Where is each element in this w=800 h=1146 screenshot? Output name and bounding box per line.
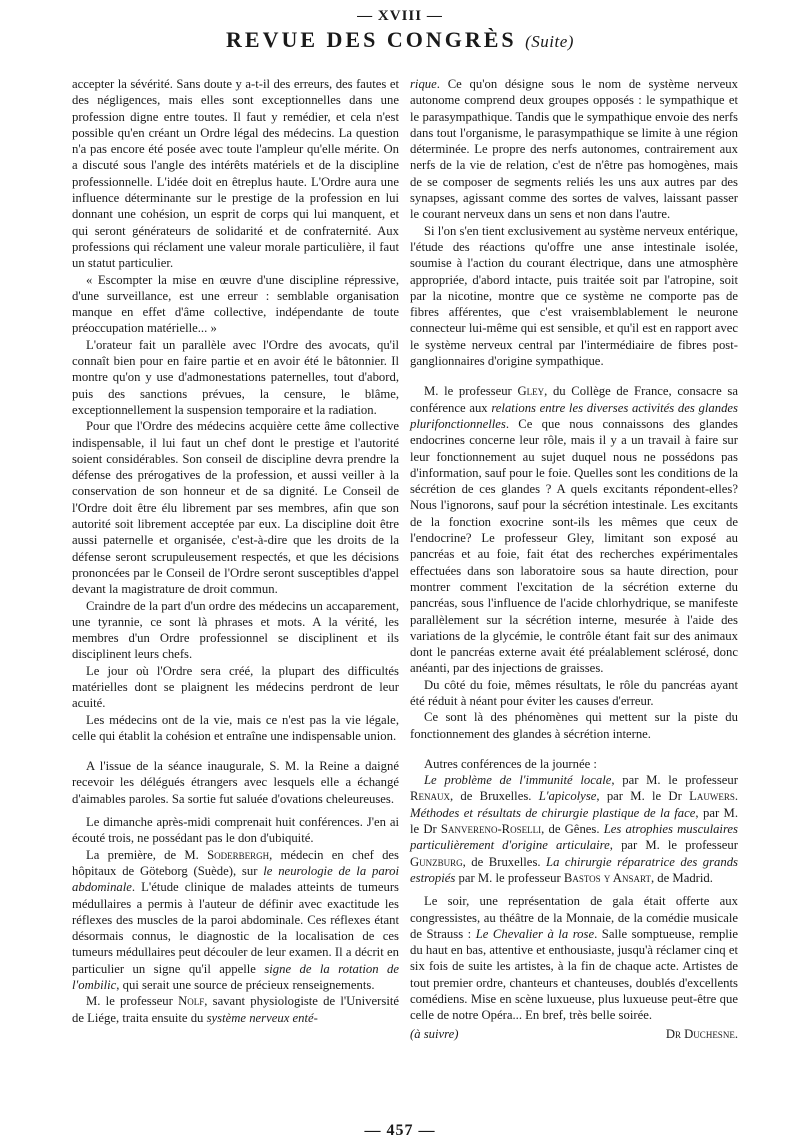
page-title [0,27,800,53]
paragraph: Le jour où l'Ordre sera créé, la plupart des difficultés matérielles dont se plaignent les médecins perdront de leur acuité. [72,663,399,711]
journal-section-title: REVUE DES CONGRÈS [226,27,517,52]
left-column [72,76,399,1026]
roman-folio: — XVIII — [357,8,443,24]
lecture-topic: relations entre les diverses activités des glandes plurifonctionnelles [410,400,738,431]
paragraph: Si l'on s'en tient exclusivement au système nerveux entérique, l'étude des réactions qu'offre une anse intestinale isolée, soumise à l'action du courant électrique, dans une atmosphère appropriée, d'abord intacte, puis traitée soit par l'atropine, soit par la nicotine, montre que ce système ne comporte pas de fibres afférentes, que c'est vraisemblablement le neurone connecteur lui-même qui est sensible, et qu'il est en rapport avec le système nerveux central par l'intermédiaire de fibres post-ganglionnaires d'origine sympathique. [410,223,738,369]
opera-title: Le Chevalier à la rose [475,926,595,941]
quote-paragraph: « Escompter la mise en œuvre d'une discipline répressive, d'une surveillance, est une erreur : semblable organisation manque en effet d'âme collective, indépendante de toute préoccupation matérielle... » [72,272,399,336]
paragraph-gley: M. le professeur Gley, du Collège de France, consacre sa conférence aux relations entre les diverses activités des glandes plurifonctionnelles. Ce que nous connaissons des glandes endocrines concerne leur rôle, mais il y a un travail à faire sur leur fonctionnement au sujet duquel nous ne possédons pas d'information, sauf pour le foie. Quelles sont les conditions de la sécrétion de ces glandes ? A quels excitants répondent-elles? Nous l'ignorons, sauf pour la sécrétion intestinale. Les excitants de la fonction exocrine sont-ils les mêmes que ceux de l'endocrine? Le professeur Gley, limitant son exposé au pancréas et au foie, fait état des recherches expérimentales effectuées dans son laboratoire sous sa haute direction, pour montrer comment l'excitation de la sécrétion externe du pancréas, sous l'influence de l'acide chlorhydrique, se manifeste parallèlement sur la sécrétion interne, mesurée à l'aide des variations de la glycémie, le contrôle étant fait sur des animaux dont le pancréas externe avait été préalablement sclérosé, donc anéanti, par des injections de graisses. [410,384,738,676]
lecture-topic: le neurologie de la paroi abdominale [72,863,399,895]
title-suite: (Suite) [525,32,574,51]
paragraph: Le dimanche après-midi comprenait huit conférences. J'en ai écouté trois, ne possédant pas le don d'ubiquité. [72,815,399,846]
right-column [410,76,738,1042]
paragraph: Les médecins ont de la vie, mais ce n'est pas la vie légale, celle qui établit la cohésion et entraîne une indispensable union. [72,712,399,743]
paragraph: A l'issue de la séance inaugurale, S. M. la Reine a daigné recevoir les délégués étrangers avec lesquels elle a échangé d'aimables paroles. Sa sortie fut saluée d'ovations cheleureuses. [72,759,399,806]
sign-name: signe de la rotation de l'ombilic [72,961,399,993]
paragraph: Le soir, une représentation de gala était offerte aux congressistes, au théâtre de la Monnaie, de la comédie musicale de Strauss : Le Chevalier à la rose. Salle somptueuse, remplie du haut en bas, attentive et enthousiaste, jusqu'à réclamer cinq et six fois de suite les artistes, à la fin de chaque acte. Artistes de tout premier ordre, chanteurs et chanteuses, doublés d'excellents comédiens. Mise en scène luxueuse, plus luxueuse peut-être que celle de notre Opéra... En bref, très belle soirée. [410,894,738,1023]
paragraph: L'orateur fait un parallèle avec l'Ordre des avocats, qu'il connaît bien pour en faire partie et en avoir été le bâtonnier. Il montre qu'on y use d'admonestations paternelles, tout d'abord, puis des sanctions prévues, la censure, le blâme, exceptionnellement la suspension temporaire et la radiation. [72,337,399,417]
paragraph: Du côté du foie, mêmes résultats, le rôle du pancréas ayant été réduit à néant pour éviter les causes d'erreur. [410,677,738,708]
lecture-topic: système nerveux enté- [206,1010,318,1025]
paragraph: Craindre de la part d'un ordre des médecins un accaparement, une tyrannie, ce sont là phrases et mots. A la vérité, les membres d'un Ordre professionnel se disciplinent et ils disciplinent leurs chefs. [72,598,399,662]
signoff [410,1026,738,1042]
author-signature: Dr Duchesne. [665,1026,738,1041]
paragraph: accepter la sévérité. Sans doute y a-t-il des erreurs, des fautes et des négligences, mais elles sont exceptionnelles dans une profession digne entre toutes. Il faut y remédier, et cela n'est possible qu'en créant un Ordre légal des médecins. La question n'a pas encore été posée avec toute l'ampleur qu'elle mérite. On a discuté sous l'angle des intérêts matériels et de la discipline professionnelle. L'idée doit en êtreplus haute. L'Ordre aura une influence déterminante sur le prestige de la profession en lui donnant une cohésion, un esprit de corps qui lui manquent, et qui seront générateurs de solidarité et de confraternité. Aux professions qui réclament une valeur morale particulière, il faut un statut particulier. [72,77,399,271]
author-name: Soderbergh [207,847,270,862]
to-be-continued: (à suivre) [410,1026,459,1041]
author-name: Nolf [178,994,205,1009]
author-name: Gley [517,384,545,399]
paragraph: Pour que l'Ordre des médecins acquière cette âme collective indispensable, il lui faut un chef dont le prestige et l'autorité soient considérables. Son conseil de discipline devra prendre la défense des prérogatives de la profession, et aussi veiller à la conservation de son honneur et de sa dignité. Le Conseil de l'Ordre doit être élu librement par ses membres, afin que son autorité soit librement acceptée par eux. La discipline doit être aussi paternelle et organisée, c'est-à-dire que les droits de la défense seront scrupuleusement respectés, et que les décisions prononcées par le Conseil de l'Ordre seront susceptibles d'appel devant la magistrature de droit commun. [72,419,399,597]
paragraph-nolf: M. le professeur Nolf, savant physiologiste de l'Université de Liége, traita ensuite du système nerveux enté- [72,994,399,1025]
paragraph: Ce sont là des phénomènes qui mettent sur la piste du fonctionnement des glandes à sécrétion interne. [410,710,738,741]
conference-list: Le problème de l'immunité locale, par M. le professeur Renaux, de Bruxelles. L'apicolyse, par M. le Dr Lauwers. Méthodes et résultats de chirurgie plastique de la face, par M. le Dr Sanvereno-Roselli, de Gênes. Les atrophies musculaires particulièrement d'origine articulaire, par M. le professeur Gunzburg, de Bruxelles. La chirurgie réparatrice des grands estropiés par M. le professeur Bastos y Ansart, de Madrid. [410,773,739,885]
paragraph-soderbergh: La première, de M. Soderbergh, médecin en chef des hôpitaux de Göteborg (Suède), sur le neurologie de la paroi abdominale. L'étude clinique de malades atteints de tumeurs médullaires a permis à l'auteur de définir avec exactitude les réflexes des muscles de la paroi abdominale. Ces réflexes étant désormais connus, le diagnostic de la localisation de ces tumeurs médullaires peut découler de leur examen. Il a décrit en particulier un signe qu'il appelle signe de la rotation de l'ombilic, qui serait une source de précieux renseignements. [72,847,399,993]
paragraph: rique. Ce qu'on désigne sous le nom de système nerveux autonome comprend deux groupes opposés : le sympathique et le parasympathique. Tandis que le sympathique envoie des nerfs dans tout l'organisme, le parasympathique se limite à une région déterminée. Le propre des nerfs autonomes, contrairement aux nerfs de la vie de relation, c'est de n'être pas homogènes, mais de se composer de segments reliés les uns aux autres par des synapses, agissant comme des sortes de valves, laissant passer le courant nerveux dans un sens et non dans l'autre. [410,77,738,222]
page-number: — 457 — [364,1122,436,1139]
paragraph: Autres conférences de la journée : [424,756,597,771]
